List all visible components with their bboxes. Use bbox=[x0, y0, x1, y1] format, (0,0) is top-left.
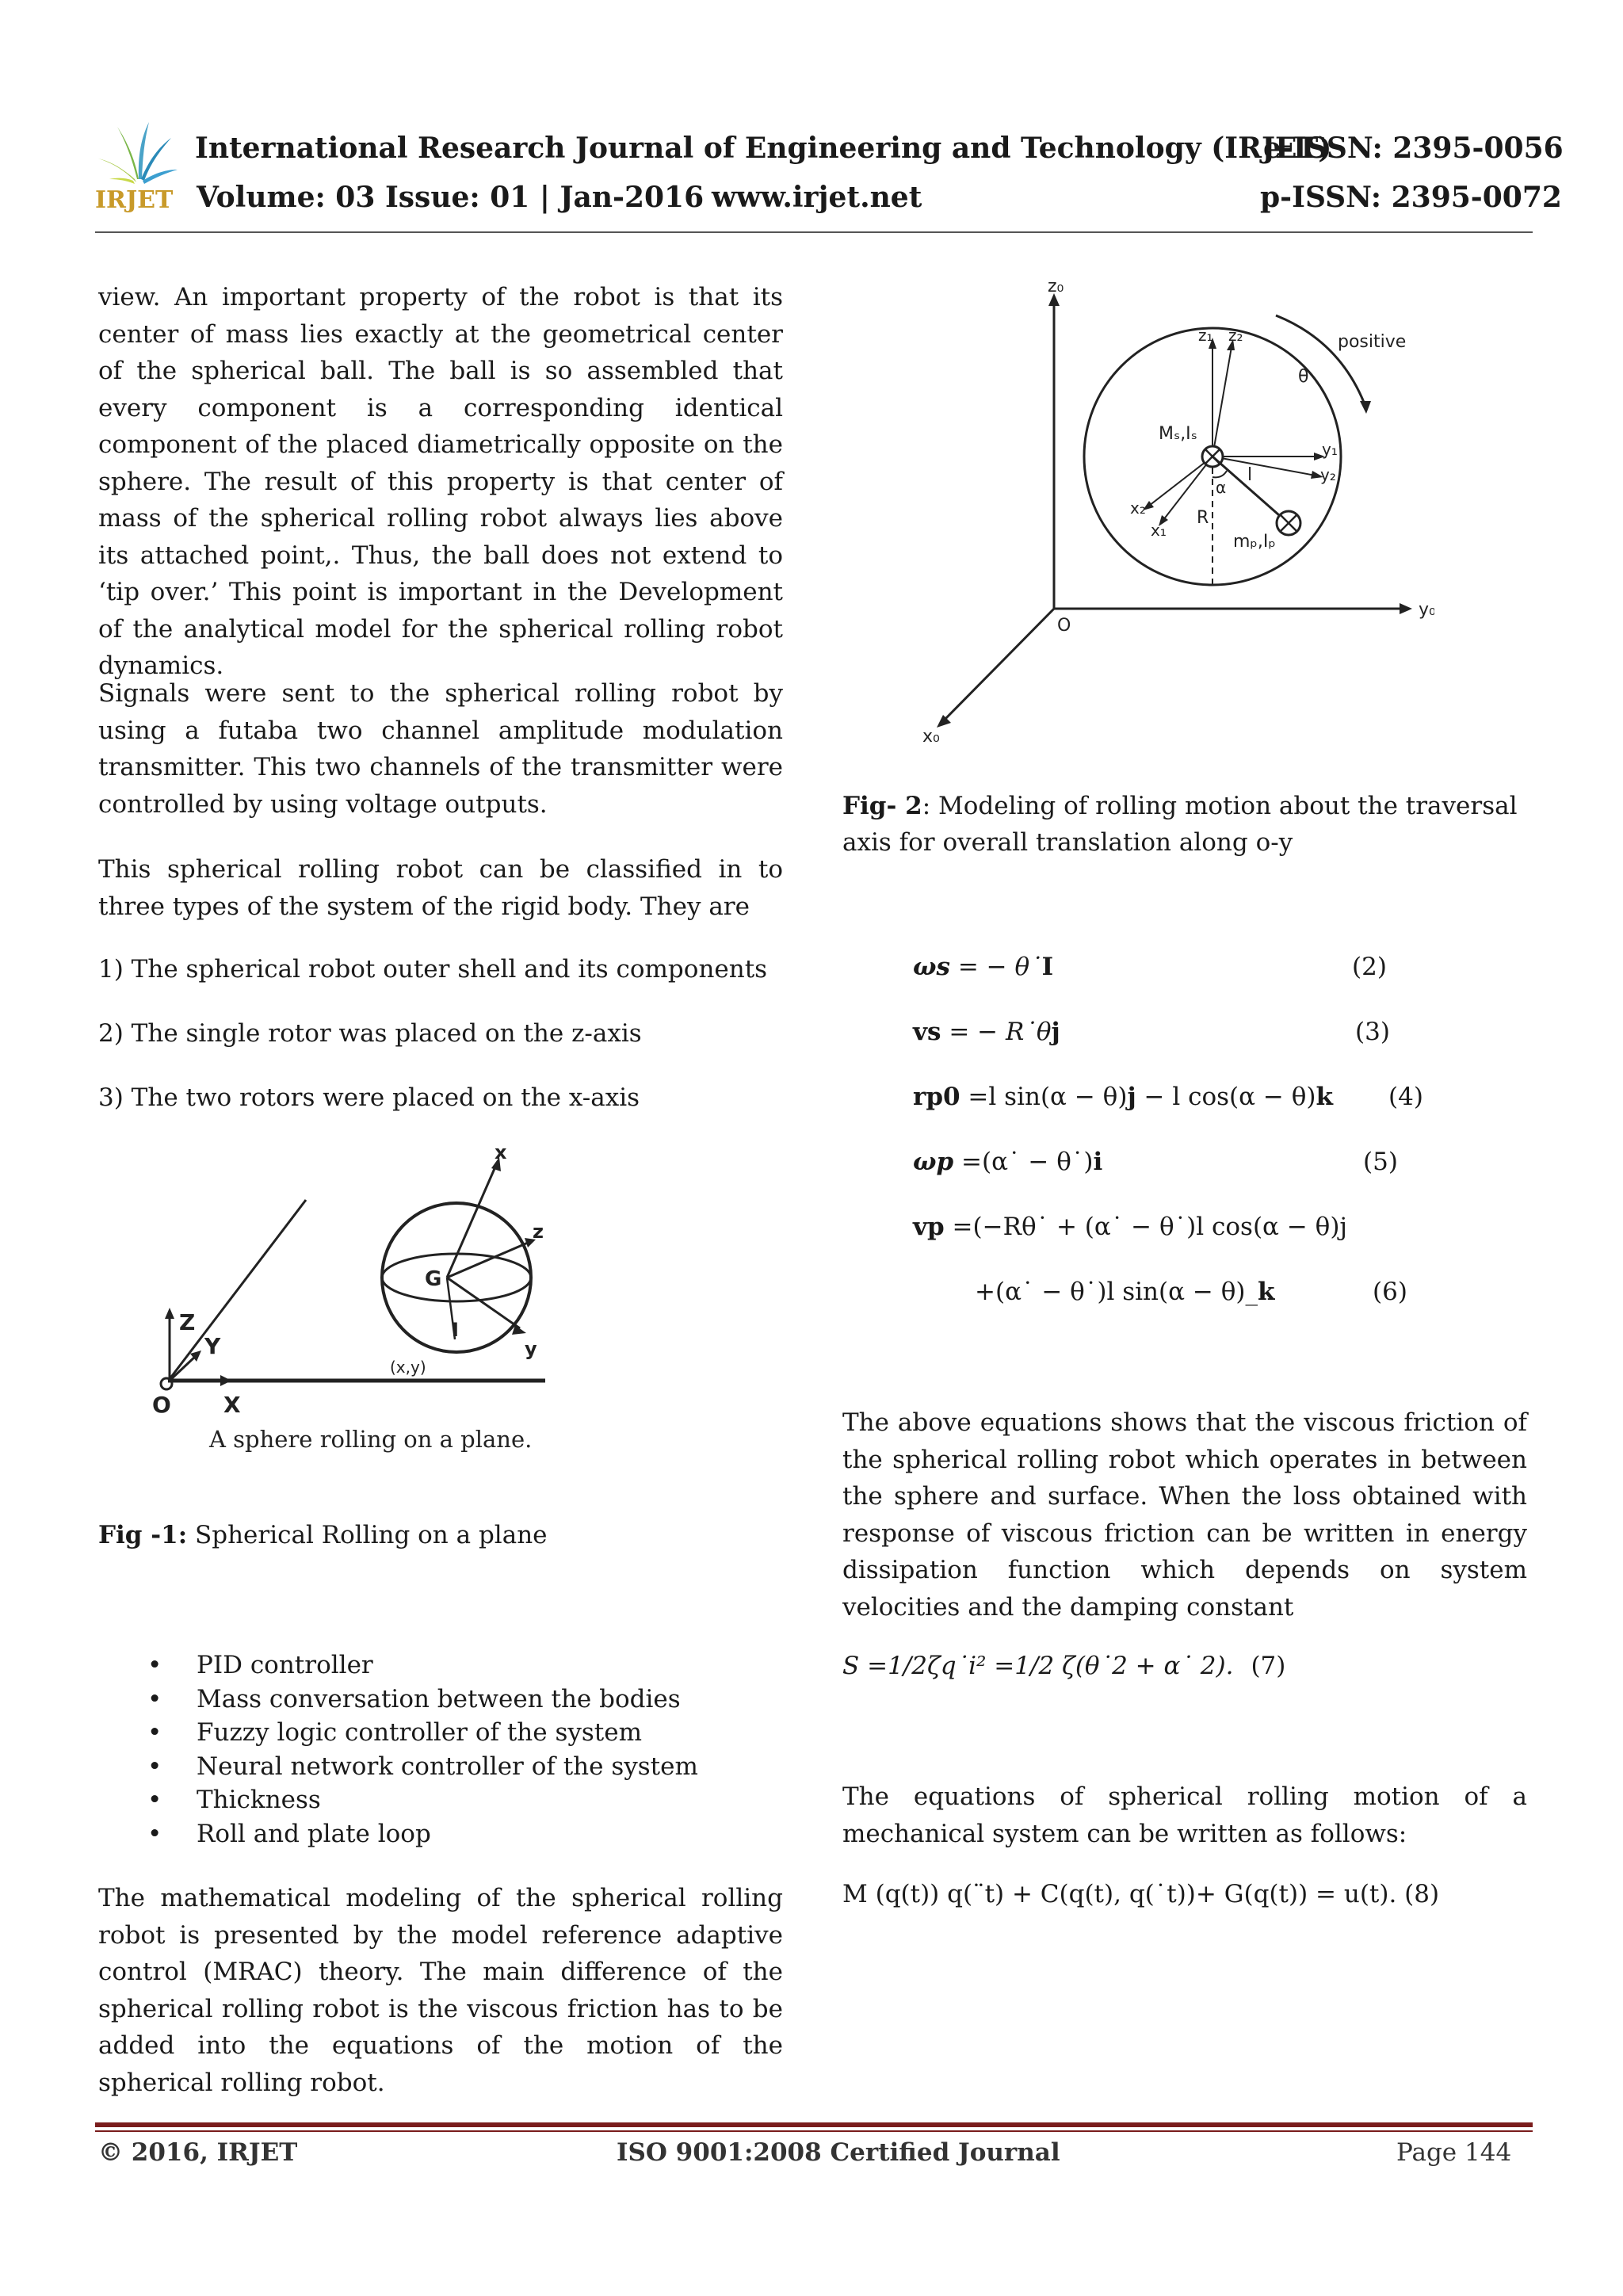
type-item-1: 1) The spherical robot outer shell and its components bbox=[98, 955, 768, 984]
bullet-item: • Fuzzy logic controller of the system bbox=[98, 1716, 783, 1750]
figure-2-caption: Fig- 2: Modeling of rolling motion about the traversal axis for overall translation along o-y bbox=[842, 792, 1518, 857]
equation-5: ωp =(α˙ − θ˙)i bbox=[913, 1148, 1103, 1176]
svg-text:R: R bbox=[1197, 508, 1209, 528]
type-item-3: 3) The two rotors were placed on the x-axis bbox=[98, 1083, 640, 1112]
equation-2-number: (2) bbox=[1352, 953, 1387, 981]
right-paragraph-1: The above equations shows that the viscous friction of the spherical rolling robot which operates in between the sphere and surface. When the loss obtained with response of viscous friction can be written in energy dissipation function which depends on system velocities and the damping constant bbox=[842, 1408, 1527, 1622]
svg-text:y₀: y₀ bbox=[1419, 600, 1434, 620]
svg-text:x₁: x₁ bbox=[1151, 521, 1167, 540]
bullet-item: • Neural network controller of the system bbox=[98, 1750, 783, 1784]
type-item-2: 2) The single rotor was placed on the z-axis bbox=[98, 1019, 642, 1048]
left-paragraph-1: view. An important property of the robot is that its center of mass lies exactly at the geometrical center of the spherical ball. The ball is so assembled that every component is a corresponding identical component of the placed diametrically opposite on the sphere. The result of this property is that center of mass of the spherical rolling robot always lies above its attached point,. Thus, the ball does not extend to ‘tip over.’ This point is important in the Development of the analytical model for the spherical rolling robot dynamics. bbox=[98, 283, 783, 680]
equation-8: M (q(t)) q(¨t) + C(q(t), q(˙t))+ G(q(t)) = u(t). (8) bbox=[842, 1880, 1440, 1908]
svg-text:(x,y): (x,y) bbox=[390, 1358, 426, 1377]
svg-text:X: X bbox=[223, 1392, 241, 1418]
irjet-logo-icon bbox=[94, 117, 181, 212]
equation-7: S =1/2ζq˙i² =1/2 ζ(θ˙2 + α˙ 2). (7) bbox=[842, 1652, 1286, 1680]
right-paragraph-2: The equations of spherical rolling motion of a mechanical system can be written as follows: bbox=[842, 1782, 1527, 1848]
equation-3-number: (3) bbox=[1355, 1018, 1390, 1046]
svg-text:Z: Z bbox=[179, 1309, 196, 1335]
svg-text:G: G bbox=[425, 1267, 442, 1291]
left-paragraph-3: This spherical rolling robot can be classified in to three types of the system of the rigid body. They are bbox=[98, 855, 783, 921]
bullet-item: • Thickness bbox=[98, 1783, 783, 1817]
figure-2 bbox=[911, 277, 1434, 753]
equation-4: rp0 =l sin(α − θ)j − l cos(α − θ)k bbox=[913, 1083, 1333, 1111]
left-paragraph-4: The mathematical modeling of the spherical rolling robot is presented by the model reference adaptive control (MRAC) theory. The main difference of the spherical rolling robot is the viscous friction has to be added into the equations of the motion of the spherical rolling robot. bbox=[98, 1884, 783, 2097]
equation-5-number: (5) bbox=[1363, 1148, 1398, 1176]
equation-3: vs = − R˙θj bbox=[913, 1018, 1060, 1046]
svg-text:O: O bbox=[1057, 616, 1071, 636]
svg-text:O: O bbox=[152, 1392, 171, 1418]
svg-text:z: z bbox=[533, 1221, 544, 1243]
svg-text:θ: θ bbox=[1298, 367, 1309, 387]
footer-certification: ISO 9001:2008 Certified Journal bbox=[617, 2138, 1060, 2167]
equation-6: vp =(−Rθ˙ + (α˙ − θ˙)l cos(α − θ)j bbox=[913, 1213, 1348, 1241]
equation-7-number: (7) bbox=[1251, 1652, 1286, 1680]
footer-page-number: Page 144 bbox=[1396, 2138, 1512, 2167]
equation-2: ωs = − θ˙I bbox=[913, 953, 1054, 981]
bullet-item: • PID controller bbox=[98, 1648, 783, 1683]
left-paragraph-2: Signals were sent to the spherical rolling robot by using a futaba two channel amplitude modulation transmitter. This two channels of the transmitter were controlled by using voltage outputs. bbox=[98, 679, 783, 819]
equation-6-number: (6) bbox=[1373, 1278, 1407, 1306]
svg-text:x₂: x₂ bbox=[1130, 499, 1146, 518]
figure-1 bbox=[133, 1141, 561, 1482]
header-divider bbox=[95, 231, 1533, 233]
svg-text:z₁: z₁ bbox=[1198, 326, 1213, 345]
figure-2-drawing bbox=[911, 277, 1434, 753]
figure-1-drawing bbox=[133, 1141, 561, 1482]
svg-text:Y: Y bbox=[204, 1333, 221, 1359]
svg-text:x: x bbox=[495, 1141, 507, 1163]
svg-text:z₂: z₂ bbox=[1228, 326, 1243, 345]
svg-text:I: I bbox=[452, 1319, 459, 1341]
footer-divider-thick bbox=[95, 2122, 1533, 2127]
figure-1-caption: Fig -1: Spherical Rolling on a plane bbox=[98, 1521, 548, 1549]
svg-text:x₀: x₀ bbox=[922, 727, 940, 747]
svg-text:l: l bbox=[1247, 465, 1253, 485]
irjet-logo bbox=[94, 117, 181, 212]
svg-text:A sphere rolling on a plane.: A sphere rolling on a plane. bbox=[209, 1426, 533, 1453]
equation-4-number: (4) bbox=[1388, 1083, 1423, 1111]
p-issn: p-ISSN: 2395-0072 bbox=[1260, 181, 1562, 214]
bullet-item: • Mass conversation between the bodies bbox=[98, 1683, 783, 1717]
footer-divider-thin bbox=[95, 2130, 1533, 2132]
svg-text:y: y bbox=[525, 1338, 537, 1360]
svg-text:y₁: y₁ bbox=[1322, 440, 1338, 459]
topic-bullet-list bbox=[98, 1648, 783, 1851]
journal-title: International Research Journal of Engineering and Technology (IRJET) bbox=[195, 132, 1332, 165]
svg-text:α: α bbox=[1216, 478, 1227, 497]
footer-copyright: © 2016, IRJET bbox=[98, 2138, 298, 2167]
svg-text:z₀: z₀ bbox=[1048, 277, 1064, 296]
bullet-item: • Roll and plate loop bbox=[98, 1817, 783, 1851]
journal-website[interactable]: www.irjet.net bbox=[712, 181, 922, 214]
e-issn: e-ISSN: 2395-0056 bbox=[1263, 132, 1564, 165]
svg-text:IRJET: IRJET bbox=[95, 186, 174, 212]
svg-text:mₚ,Iₚ: mₚ,Iₚ bbox=[1233, 532, 1276, 552]
svg-text:Mₛ,Iₛ: Mₛ,Iₛ bbox=[1159, 424, 1197, 444]
equation-6-line-2: +(α˙ − θ˙)l sin(α − θ)_k bbox=[975, 1278, 1275, 1306]
svg-text:y₂: y₂ bbox=[1320, 465, 1336, 484]
volume-issue: Volume: 03 Issue: 01 | Jan-2016 bbox=[197, 181, 705, 214]
svg-text:positive: positive bbox=[1338, 332, 1407, 352]
